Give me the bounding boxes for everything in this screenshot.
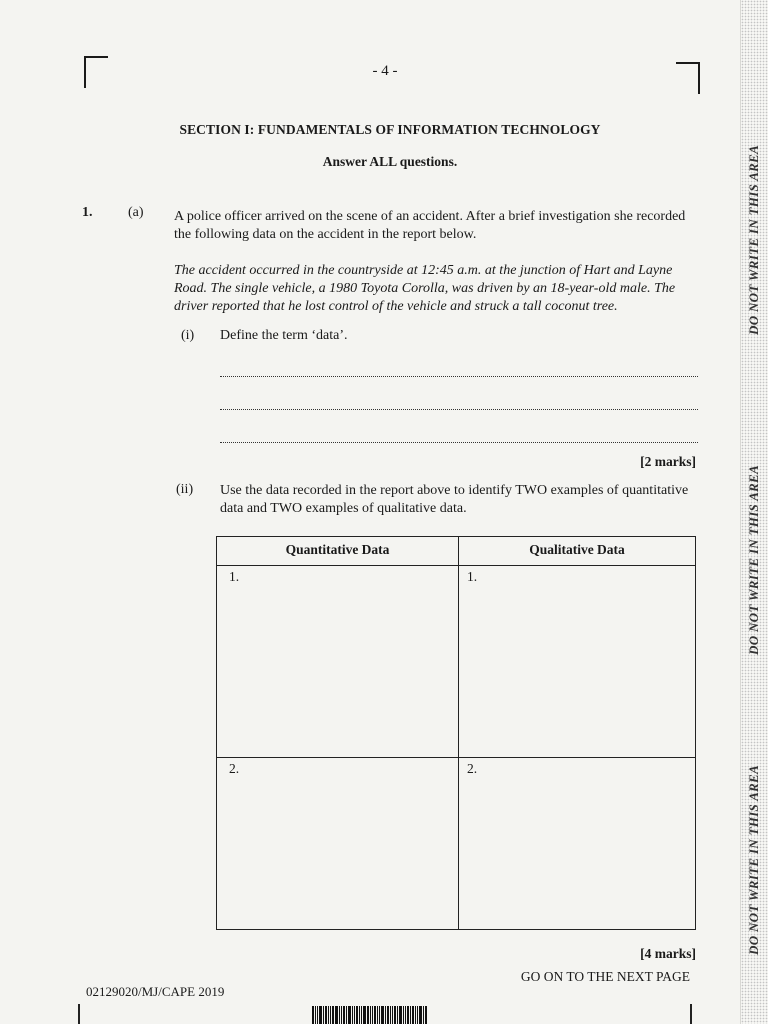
next-page-notice: GO ON TO THE NEXT PAGE xyxy=(520,969,690,984)
instruction: Answer ALL questions. xyxy=(322,154,458,169)
answer-line-2[interactable] xyxy=(220,409,698,410)
answer-table xyxy=(216,536,696,930)
barcode-bar xyxy=(387,1006,389,1024)
table-column-divider xyxy=(458,537,459,929)
barcode-bar xyxy=(403,1006,404,1024)
barcode-bar xyxy=(419,1006,422,1024)
barcode-bar xyxy=(328,1006,329,1024)
answer-line-3[interactable] xyxy=(220,442,698,443)
corner-mark-bottom-left xyxy=(78,1004,80,1024)
barcode-bar xyxy=(407,1006,409,1024)
barcode-bar xyxy=(410,1006,411,1024)
barcode-bar xyxy=(354,1006,355,1024)
table-header-divider xyxy=(217,565,695,566)
section-title: SECTION I: FUNDAMENTALS OF INFORMATION TECHNOLOGY xyxy=(179,122,601,137)
barcode-bar xyxy=(379,1006,380,1024)
barcode-bar xyxy=(346,1006,347,1024)
paper-code: 02129020/MJ/CAPE 2019 xyxy=(86,984,225,999)
cell-quantitative-2[interactable]: 2. xyxy=(229,761,240,776)
header-qualitative: Qualitative Data xyxy=(529,542,625,557)
question-intro: A police officer arrived on the scene of an accident. After a brief investigation she recorded the following data on the accident in the report below. xyxy=(174,209,686,242)
barcode-bar xyxy=(374,1006,376,1024)
barcode-bar xyxy=(377,1006,378,1024)
barcode-bar xyxy=(423,1006,424,1024)
corner-mark-bottom-right xyxy=(690,1004,692,1024)
header-quantitative: Quantitative Data xyxy=(285,542,390,557)
barcode-bar xyxy=(359,1006,360,1024)
accident-report: The accident occurred in the countryside at 12:45 a.m. at the junction of Hart and Layne Road. The single vehicle, a 1980 Toyota Corolla, was driven by an 18-year-old male. The driver reported that he lost control of the vehicle and struck a tall coconut tree. xyxy=(174,263,676,314)
marks-i: [2 marks] xyxy=(640,454,696,469)
barcode-bar xyxy=(339,1006,340,1024)
barcode xyxy=(312,1006,442,1024)
question-part: (a) xyxy=(128,205,144,220)
barcode-bar xyxy=(335,1006,338,1024)
barcode-bar xyxy=(319,1006,322,1024)
barcode-bar xyxy=(317,1006,318,1024)
barcode-bar xyxy=(312,1006,314,1024)
barcode-bar xyxy=(412,1006,414,1024)
marks-ii: [4 marks] xyxy=(640,946,696,961)
barcode-bar xyxy=(381,1006,384,1024)
question-number: 1. xyxy=(82,205,93,220)
answer-line-1[interactable] xyxy=(220,376,698,377)
barcode-bar xyxy=(417,1006,418,1024)
barcode-bar xyxy=(330,1006,331,1024)
barcode-bar xyxy=(390,1006,391,1024)
barcode-bar xyxy=(356,1006,358,1024)
subquestion-ii-text: Use the data recorded in the report above to identify TWO examples of quantitative data and TWO examples of qualitative data. xyxy=(220,483,689,516)
barcode-bar xyxy=(370,1006,371,1024)
barcode-bar xyxy=(405,1006,406,1024)
barcode-bar xyxy=(367,1006,369,1024)
barcode-bar xyxy=(325,1006,327,1024)
corner-mark-top-right xyxy=(676,62,700,94)
barcode-bar xyxy=(341,1006,342,1024)
barcode-bar xyxy=(392,1006,393,1024)
subquestion-i-text: Define the term ‘data’. xyxy=(220,328,348,343)
table-row-divider xyxy=(217,757,695,758)
cell-qualitative-2[interactable]: 2. xyxy=(467,761,478,776)
barcode-bar xyxy=(348,1006,351,1024)
page-number: - 4 - xyxy=(372,63,398,79)
corner-mark-top-left xyxy=(84,56,108,88)
barcode-bar xyxy=(415,1006,416,1024)
barcode-bar xyxy=(397,1006,398,1024)
barcode-bar xyxy=(315,1006,316,1024)
barcode-bar xyxy=(394,1006,396,1024)
subquestion-ii-number: (ii) xyxy=(176,482,194,497)
barcode-bar xyxy=(385,1006,386,1024)
cell-qualitative-1[interactable]: 1. xyxy=(467,569,478,584)
barcode-bar xyxy=(323,1006,324,1024)
barcode-bar xyxy=(399,1006,402,1024)
barcode-bar xyxy=(372,1006,373,1024)
barcode-bar xyxy=(332,1006,334,1024)
barcode-bar xyxy=(343,1006,345,1024)
subquestion-i-number: (i) xyxy=(181,328,195,343)
barcode-bar xyxy=(363,1006,366,1024)
barcode-bar xyxy=(361,1006,362,1024)
barcode-bar xyxy=(352,1006,353,1024)
cell-quantitative-1[interactable]: 1. xyxy=(229,569,240,584)
barcode-bar xyxy=(425,1006,427,1024)
